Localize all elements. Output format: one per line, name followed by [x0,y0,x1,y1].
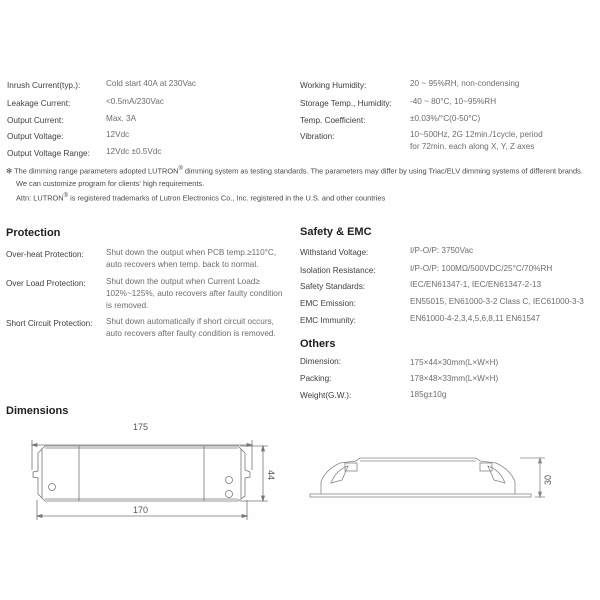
dim-length-bottom: 170 [133,505,149,515]
safety-label: Withstand Voltage: [300,248,369,257]
note-line-1: ✻ The dimming range parameters adopted LUTRON® dimming system as testing standards. The parameters may differ by using Triac/ELV dimming systems of different brands. [6,166,583,176]
protection-value: Shut down automatically if short circuit occurs, [106,317,274,326]
protection-label: Short Circuit Protection: [6,319,93,328]
others-label: Packing: [300,374,332,383]
section-title-others: Others [300,338,336,350]
spec-value: 12Vdc ±0.5Vdc [106,147,162,156]
section-title-safety: Safety & EMC [300,226,372,238]
spec-value: for 72min. each along X, Y, Z axes [410,142,535,151]
asterisk-icon: ✻ [6,166,13,176]
spec-label: Working Humidity: [300,81,367,90]
protection-value: 102%~125%, auto recovers after faulty condition [106,289,283,298]
spec-value: Max. 3A [106,114,137,123]
dim-height: 30 [543,474,554,486]
safety-label: Isolation Resistance: [300,266,376,275]
protection-value: auto recovers when temp. back to normal. [106,260,259,269]
spec-label: Output Voltage: [7,132,64,141]
others-value: 178×48×33mm(L×W×H) [410,374,499,383]
others-value: 175×44×30mm(L×W×H) [410,358,499,367]
safety-value: I/P-O/P: 100MΩ/500VDC/25°C/70%RH [410,264,553,273]
spec-value: 12Vdc [106,130,130,139]
protection-label: Over-heat Protection: [6,250,84,259]
note-line-3: Attn: LUTRON® is registered trademarks of Lutron Electronics Co., Inc. registered in the U.S. and other countries [16,193,386,203]
spec-label: Vibration: [300,132,335,141]
spec-label: Output Voltage Range: [7,149,90,158]
spec-label: Output Current: [7,116,64,125]
safety-label: EMC Immunity: [300,316,356,325]
safety-value: EN55015, EN61000-3-2 Class C, IEC61000-3-3 [410,297,584,306]
spec-value: ±0.03%/°C(0-50°C) [410,114,481,123]
protection-label: Over Load Protection: [6,279,86,288]
note-line-2: We can customize program for clients' high requirements. [16,179,205,188]
spec-value: 10~500Hz, 2G 12min./1cycle, period [410,130,543,139]
spec-value: <0.5mA/230Vac [106,97,164,106]
protection-value: Shut down the output when PCB temp.≥110°C, [106,248,277,257]
protection-value: Shut down the output when Current Load≥ [106,277,260,286]
spec-label: Inrush Current(typ.): [7,81,81,90]
spec-value: -40 ~ 80°C, 10~95%RH [410,97,497,106]
side-view-drawing [290,420,600,530]
section-title-protection: Protection [6,227,61,239]
dim-width: 44 [266,469,277,481]
dim-length-top: 175 [133,422,149,432]
top-view-drawing [0,415,300,525]
spec-label: Storage Temp., Humidity: [300,99,392,108]
spec-label: Temp. Coefficient: [300,116,366,125]
others-value: 185g±10g [410,390,447,399]
safety-value: IEC/EN61347-1, IEC/EN61347-2-13 [410,280,542,289]
others-label: Dimension: [300,357,341,366]
safety-label: Safety Standards: [300,282,366,291]
protection-value: is removed. [106,301,149,310]
others-label: Weight(G.W.): [300,391,352,400]
section-title-dimensions: Dimensions [6,405,69,417]
spec-value: Cold start 40A at 230Vac [106,79,196,88]
safety-value: EN61000-4-2,3,4,5,6,8,11 EN61547 [410,314,541,323]
safety-value: I/P-O/P: 3750Vac [410,246,474,255]
spec-label: Leakage Current: [7,99,71,108]
spec-value: 20 ~ 95%RH, non-condensing [410,79,520,88]
safety-label: EMC Emission: [300,299,356,308]
protection-value: auto recovers after faulty condition is removed. [106,329,276,338]
